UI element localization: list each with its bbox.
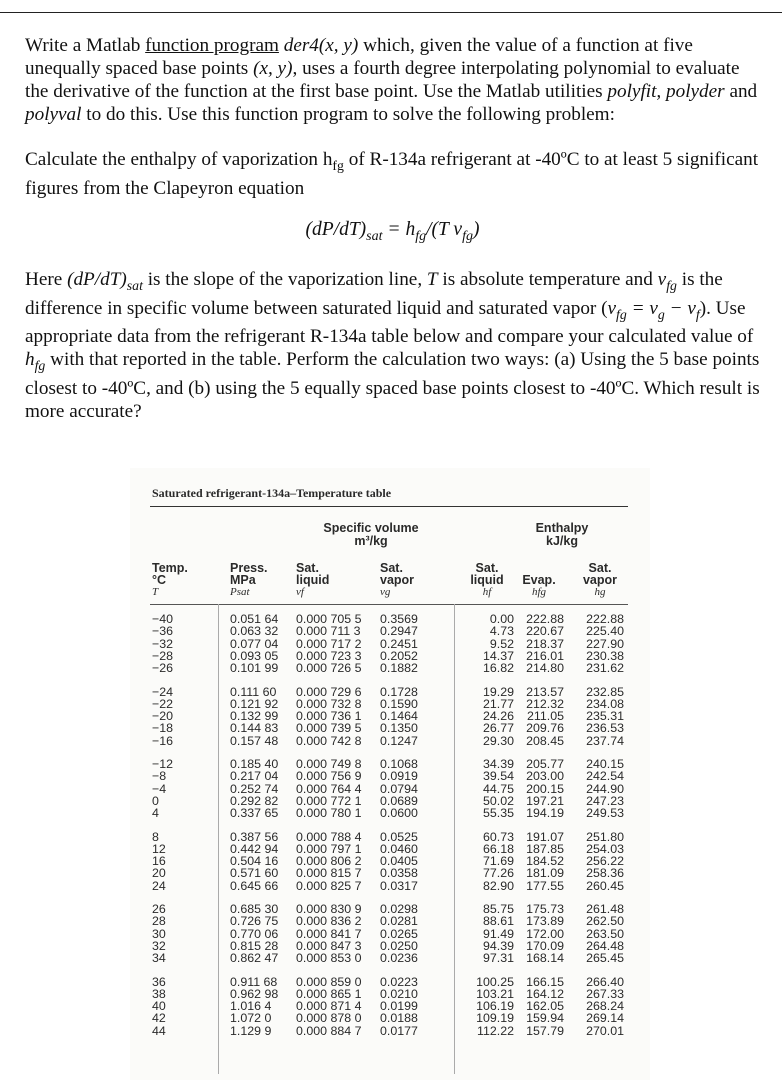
table-cell: 0.000 726 5: [296, 661, 362, 676]
table-cell: 0.101 99: [230, 661, 279, 676]
table-cell: 0.000 847 3: [296, 938, 362, 953]
table-cell: 0.1882: [380, 661, 418, 676]
table-cell: 0.0250: [380, 938, 418, 953]
table-cell: 60.73: [482, 829, 514, 844]
table-cell: 262.50: [586, 914, 624, 929]
table-cell: 50.02: [482, 793, 514, 808]
table-cell: 222.88: [526, 612, 564, 626]
table-cell: 236.53: [586, 721, 624, 736]
table-cell: 94.39: [482, 938, 514, 953]
table-cell: 0.337 65: [230, 806, 279, 821]
table-cell: 0.093 05: [230, 648, 279, 663]
table-cell: 0.2451: [380, 636, 418, 651]
table-cell: 30: [152, 926, 166, 941]
table-cell: 268.24: [586, 999, 624, 1014]
table-cell: 222.88: [586, 612, 624, 626]
table-cell: 172.00: [526, 926, 564, 941]
table-cell: 0.217 04: [230, 769, 279, 784]
table-cell: 40: [152, 999, 166, 1014]
table-cell: 0.862 47: [230, 951, 279, 966]
table-cell: 16.82: [482, 661, 514, 676]
table-cell: 38: [152, 986, 166, 1001]
table-cell: 0.000 806 2: [296, 854, 362, 869]
table-cell: 100.25: [476, 974, 514, 989]
table-cell: 0.911 68: [230, 974, 278, 989]
table-cell: 0.000 853 0: [296, 951, 362, 966]
table-cell: 0.0265: [380, 926, 418, 941]
table-cell: 0.000 732 8: [296, 696, 362, 711]
table-cell: 0.185 40: [230, 757, 279, 771]
table-cell: 270.01: [586, 1023, 624, 1038]
table-cell: 0.000 830 9: [296, 902, 362, 916]
column-header: Sat. vapor vg: [380, 561, 415, 598]
table-cell: 247.23: [586, 793, 624, 808]
table-cell: 173.89: [526, 914, 564, 929]
table-cell: 14.37: [482, 648, 514, 663]
table-cell: 34.39: [482, 757, 514, 771]
table-cell: 28: [152, 914, 166, 929]
table-cell: −16: [152, 733, 174, 748]
table-cell: 0.000 749 8: [296, 757, 362, 771]
table-cell: 230.38: [586, 648, 624, 663]
clapeyron-equation: $(dP/dT)_{sat} = h_{fg}/(T$ $v_{fg}$): [305, 218, 480, 244]
table-cell: 168.14: [526, 951, 564, 966]
table-cell: 251.80: [586, 829, 624, 844]
table-cell: 240.15: [586, 757, 624, 771]
table-cell: 0.000 871 4: [296, 999, 362, 1014]
table-cell: 0.000 729 6: [296, 684, 362, 699]
table-cell: 0.387 56: [230, 829, 279, 844]
table-cell: 261.48: [586, 902, 624, 916]
table-cell: 0.0525: [380, 829, 418, 844]
table-cell: 0.3569: [380, 612, 418, 626]
table-cell: 9.52: [489, 636, 514, 651]
table-cell: 0.000 772 1: [296, 793, 362, 808]
column-divider: [218, 604, 219, 1074]
table-cell: 1.129 9: [230, 1023, 272, 1038]
column-header: Sat. liquid vf: [296, 561, 330, 598]
table-cell: 0.2947: [380, 624, 418, 639]
table-cell: 0.063 32: [230, 624, 279, 639]
table-cell: 0.0405: [380, 854, 418, 869]
table-cell: 170.09: [526, 938, 564, 953]
table-cell: 227.90: [586, 636, 624, 651]
table-cell: 0.1464: [380, 709, 418, 724]
table-cell: 254.03: [586, 841, 624, 856]
column-header: Evap. hfg: [522, 573, 556, 598]
enthalpy-group-header: Enthalpy kJ/kg: [535, 521, 589, 548]
column-header: Sat. liquid hf: [470, 561, 504, 598]
table-cell: 0.000 797 1: [296, 841, 362, 856]
table-cell: 55.35: [482, 806, 514, 821]
table-cell: −8: [152, 769, 167, 784]
table-cell: 0.815 28: [230, 938, 279, 953]
table-cell: 181.09: [526, 866, 564, 881]
table-cell: −28: [152, 648, 174, 663]
table-cell: 0.0223: [380, 974, 418, 989]
table-cell: 0.0281: [380, 914, 418, 929]
table-cell: 213.57: [526, 684, 564, 699]
table-cell: 0.1590: [380, 696, 418, 711]
table-cell: 0.144 83: [230, 721, 279, 736]
table-cell: 0.770 06: [230, 926, 279, 941]
table-cell: 162.05: [526, 999, 564, 1014]
table-cell: 0.000 780 1: [296, 806, 362, 821]
table-cell: 82.90: [482, 878, 514, 893]
table-cell: 237.74: [586, 733, 624, 748]
table-cell: 109.19: [476, 1011, 514, 1026]
table-cell: 177.55: [526, 878, 564, 893]
table-cell: 234.08: [586, 696, 624, 711]
table-cell: 256.22: [586, 854, 624, 869]
table-cell: 0.1068: [380, 757, 418, 771]
table-cell: 97.31: [482, 951, 514, 966]
table-cell: 0.000 736 1: [296, 709, 362, 724]
table-cell: 157.79: [526, 1023, 564, 1038]
table-cell: 0.000 815 7: [296, 866, 362, 881]
table-cell: −40: [152, 612, 174, 626]
table-cell: 0.000 739 5: [296, 721, 362, 736]
table-cell: 0.111 60: [230, 684, 277, 699]
table-cell: 0.2052: [380, 648, 418, 663]
header-rule: [150, 604, 628, 605]
table-cell: 103.21: [476, 986, 514, 1001]
paragraph-instructions: Write a Matlab function program der4(x, y) which, given the value of a function at five unequally spaced base points (x, y), uses a fourth degree interpolating polynomial to evaluate the derivative of the function at the first base point. Use the Matlab utilities polyfit, polyder and polyval to do this. Use this function program to solve the following problem:: [25, 35, 758, 125]
table-cell: 242.54: [586, 769, 624, 784]
table-cell: 0.252 74: [230, 781, 279, 796]
table-cell: 164.12: [526, 986, 564, 1001]
table-cell: 266.40: [586, 974, 624, 989]
table-cell: 208.45: [526, 733, 564, 748]
table-cell: −18: [152, 721, 174, 736]
table-cell: 0.442 94: [230, 841, 279, 856]
table-cell: 0.000 717 2: [296, 636, 362, 651]
table-cell: 34: [152, 951, 166, 966]
table-cell: 249.53: [586, 806, 624, 821]
table-cell: 0.685 30: [230, 902, 279, 916]
top-rule: [0, 0, 782, 13]
table-cell: 231.62: [586, 661, 624, 676]
table-cell: 16: [152, 854, 166, 869]
table-cell: 24.26: [482, 709, 514, 724]
table-cell: 0.051 64: [230, 612, 279, 626]
table-cell: 220.67: [526, 624, 564, 639]
table-cell: 0.0317: [380, 878, 418, 893]
table-cell: 0.077 04: [230, 636, 279, 651]
table-cell: 19.29: [482, 684, 514, 699]
table-cell: 0.00: [489, 612, 514, 626]
paragraph-explanation: Here $(dP/dT)_{sat}$ is the slope of the vaporization line, T is absolute temperature and $v_{fg}$ is the difference in specific volume between saturated liquid and saturated vapor $(v_{fg} = v_g - v_f)$. Use appropriate data from the refrigerant R-134a table below and compare your calculated value of $h_{fg}$ with that reported in the table. Perform the calculation two ways: (a) Using the 5 base points closest to -40ºC, and (b) using the 5 equally spaced base points closest to -40ºC. Which result is more accurate?: [25, 268, 760, 423]
table-cell: 0.121 92: [230, 696, 279, 711]
table-cell: 0.0210: [380, 986, 418, 1001]
table-cell: 112.22: [477, 1023, 514, 1038]
table-cell: 216.01: [526, 648, 564, 663]
table-cell: 0.000 764 4: [296, 781, 362, 796]
table-cell: 214.80: [526, 661, 564, 676]
table-cell: 209.76: [526, 721, 564, 736]
table-cell: 0.0358: [380, 866, 418, 881]
table-cell: 0.571 60: [230, 866, 279, 881]
table-cell: 0.000 742 8: [296, 733, 362, 748]
table-cell: 42: [152, 1011, 166, 1026]
table-cell: 32: [152, 938, 166, 953]
table-cell: 0.157 48: [230, 733, 279, 748]
problem-statement: [25, 34, 760, 423]
table-cell: 0.000 705 5: [296, 612, 362, 626]
table-cell: 0.0794: [380, 781, 418, 796]
table-cell: 211.05: [527, 709, 564, 724]
table-cell: 0.0199: [380, 999, 418, 1014]
paragraph-task: Calculate the enthalpy of vaporization $h_{fg}$ of R-134a refrigerant at -40ºC to at least 5 significant figures from the Clapeyron equation: [25, 149, 759, 199]
table-cell: 77.26: [482, 866, 514, 881]
table-cell: 0.962 98: [230, 986, 279, 1001]
table-cell: 0.000 723 3: [296, 648, 362, 663]
table-cell: 0.000 711 3: [296, 624, 361, 639]
table-cell: 194.19: [526, 806, 564, 821]
table-cell: 85.75: [482, 902, 514, 916]
table-cell: 29.30: [482, 733, 514, 748]
table-top-rule: [150, 506, 628, 507]
table-cell: 0.0919: [380, 769, 418, 784]
table-cell: 0.0177: [380, 1023, 418, 1038]
table-cell: 0.1247: [380, 733, 418, 748]
table-cell: −12: [152, 757, 174, 771]
table-cell: 0.0188: [380, 1011, 418, 1026]
column-header: Sat. vapor hg: [582, 561, 618, 598]
table-cell: 0.0600: [380, 806, 418, 821]
table-cell: 8: [152, 829, 159, 844]
table-cell: 0.0689: [380, 793, 418, 808]
table-cell: 0.1350: [380, 721, 418, 736]
table-cell: 235.31: [586, 709, 624, 724]
table-cell: 1.016 4: [230, 999, 272, 1014]
table-cell: −22: [152, 696, 174, 711]
table-cell: 0.000 788 4: [296, 829, 362, 844]
table-cell: 175.73: [526, 902, 564, 916]
table-cell: 184.52: [526, 854, 564, 869]
table-cell: −26: [152, 661, 174, 676]
table-cell: 0.132 99: [230, 709, 279, 724]
table-cell: 200.15: [526, 781, 564, 796]
table-cell: 264.48: [586, 938, 624, 953]
table-cell: 36: [152, 974, 166, 989]
table-cell: 71.69: [482, 854, 514, 869]
table-cell: 12: [152, 841, 166, 856]
table-cell: 0.000 884 7: [296, 1023, 362, 1038]
table-cell: 232.85: [586, 684, 624, 699]
column-header: Temp. °C T: [152, 561, 188, 598]
table-cell: 267.33: [586, 986, 624, 1001]
table-cell: 88.61: [482, 914, 514, 929]
table-cell: −20: [152, 709, 174, 724]
table-cell: 197.21: [526, 793, 564, 808]
table-cell: 0.1728: [380, 684, 418, 699]
table-cell: −4: [152, 781, 167, 796]
table-cell: 0.0236: [380, 951, 418, 966]
table-cell: 269.14: [586, 1011, 624, 1026]
table-cell: 66.18: [482, 841, 514, 856]
table-cell: 0.504 16: [230, 854, 279, 869]
table-cell: 205.77: [526, 757, 564, 771]
table-cell: 0.000 841 7: [296, 926, 362, 941]
table-cell: 203.00: [526, 769, 564, 784]
table-cell: 26: [152, 902, 166, 916]
table-cell: 212.32: [526, 696, 564, 711]
specific-volume-group-header: Specific volume m³/kg: [323, 521, 419, 548]
table-cell: 244.90: [586, 781, 624, 796]
table-cell: 0.0298: [380, 902, 418, 916]
table-title: Saturated refrigerant-134a–Temperature table: [152, 486, 392, 500]
table-cell: 0.645 66: [230, 878, 279, 893]
table-cell: 39.54: [482, 769, 514, 784]
table-cell: 0.726 75: [230, 914, 279, 929]
table-cell: 0.000 836 2: [296, 914, 362, 929]
table-cell: 20: [152, 866, 166, 881]
table-cell: 0.000 825 7: [296, 878, 362, 893]
table-cell: 0.000 878 0: [296, 1011, 362, 1026]
table-cell: 159.94: [526, 1011, 564, 1026]
table-cell: −36: [152, 624, 174, 639]
table-cell: −24: [152, 684, 174, 699]
table-cell: 91.49: [482, 926, 514, 941]
table-cell: 258.36: [586, 866, 624, 881]
table-cell: 4.73: [489, 624, 514, 639]
table-cell: −32: [152, 636, 174, 651]
table-cell: 44: [152, 1023, 166, 1038]
table-cell: 106.19: [476, 999, 514, 1014]
table-cell: 0.292 82: [230, 793, 279, 808]
table-cell: 0: [152, 793, 159, 808]
table-cell: 44.75: [482, 781, 514, 796]
table-cell: 187.85: [526, 841, 564, 856]
table-cell: 24: [152, 878, 166, 893]
column-divider: [454, 604, 455, 1074]
table-cell: 260.45: [586, 878, 624, 893]
table-cell: 265.45: [586, 951, 624, 966]
table-cell: 26.77: [482, 721, 514, 736]
table-cell: 166.15: [526, 974, 564, 989]
table-cell: 0.000 756 9: [296, 769, 362, 784]
table-cell: 0.0460: [380, 841, 418, 856]
table-cell: 218.37: [526, 636, 564, 651]
column-header: Press. MPa Psat: [230, 561, 268, 598]
table-cell: 21.77: [482, 696, 514, 711]
table-cell: 0.000 865 1: [296, 986, 362, 1001]
table-cell: 1.072 0: [230, 1011, 272, 1026]
r134a-table-image: [130, 468, 650, 1080]
table-cell: 225.40: [586, 624, 624, 639]
table-cell: 0.000 859 0: [296, 974, 362, 989]
table-cell: 4: [152, 806, 159, 821]
table-cell: 263.50: [586, 926, 624, 941]
table-cell: 191.07: [526, 829, 564, 844]
